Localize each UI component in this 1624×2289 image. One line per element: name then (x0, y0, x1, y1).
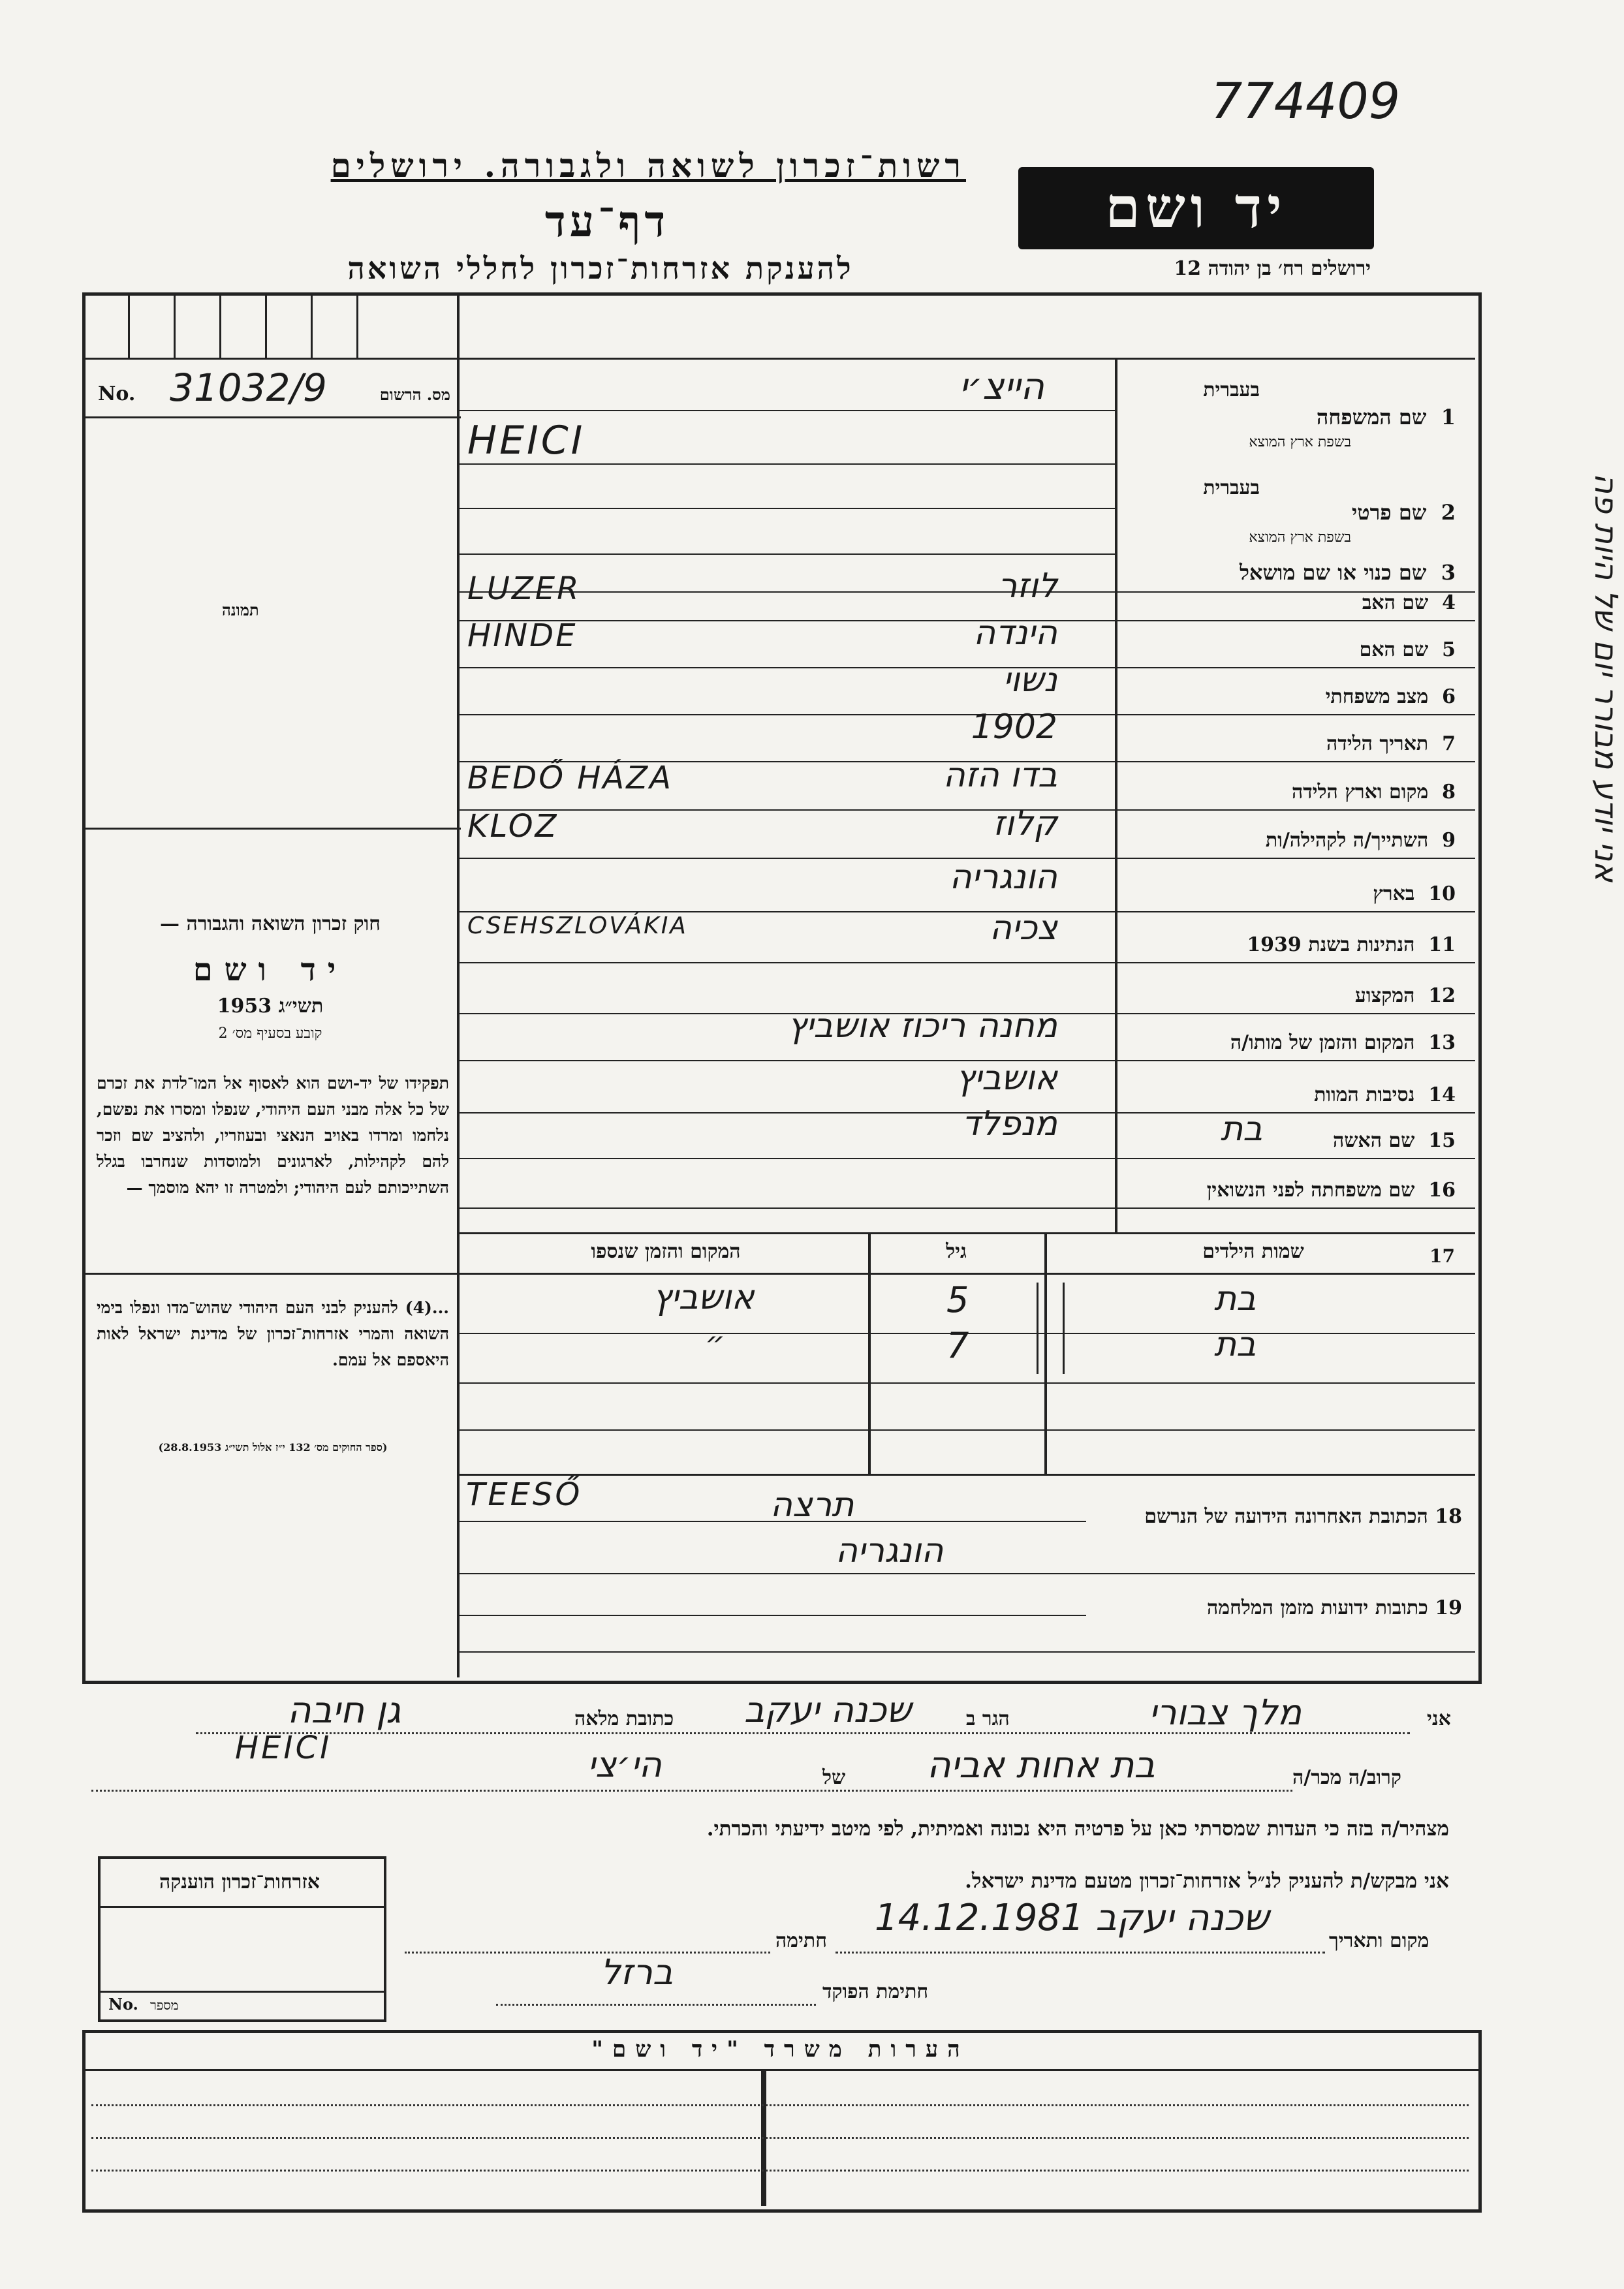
child-2-name[interactable]: בת (1214, 1325, 1257, 1364)
registration-label: מס. הרשום (379, 385, 450, 404)
field-13-label: 13 המקום והזמן של מותו/ה (1230, 1031, 1456, 1054)
field-14-value-he[interactable]: אושביץ (956, 1059, 1057, 1098)
field-3-label: 3 שם כנוי או שם מושאל (1239, 560, 1456, 585)
field-9-value-foreign[interactable]: KLOZ (467, 808, 559, 845)
children-place-header: המקום והזמן שנספו (591, 1240, 741, 1263)
field-10-value-he[interactable]: הונגריה (949, 858, 1057, 897)
field-11-value-he[interactable]: צכיה (990, 909, 1057, 948)
photo-label: תמונה (222, 600, 259, 619)
field-19-label: 19 כתובות ידועות מזמן המלחמה (1207, 1596, 1462, 1619)
children-num: 17 (1429, 1245, 1455, 1267)
office-notes-title: הערות משרד "יד ושם" (591, 2036, 969, 2063)
decl-lives-in: הגר ב (966, 1707, 1010, 1730)
yad-vashem-logo: יד ושם (1018, 167, 1374, 249)
grant-number-label: מספר (150, 1997, 179, 2013)
field-14-label: 14 נסיבות המוות (1314, 1083, 1456, 1106)
form-title: דף־עד (544, 196, 670, 247)
field-15-value-he[interactable]: מנפלד (961, 1104, 1057, 1144)
child-1-name[interactable]: בת (1214, 1279, 1257, 1318)
field-18-label: 18 הכתובת האחרונה הידועה של הנרשם (1144, 1505, 1462, 1528)
decl-name[interactable]: מלך צבורי (1149, 1692, 1302, 1733)
decl-full-address: כתובת מלאה (574, 1707, 674, 1730)
law-text-2: ...(4) להעניק לבני העם היהודי שהוש־מדו ונפלו בימי השואה והמרי אזרחות־זכרון של מדינת ישראל לאות היאספם אל עמם. (97, 1298, 449, 1369)
field-9-value-he[interactable]: קלוז (993, 804, 1057, 843)
decl-address-value[interactable]: גן חיבה (287, 1689, 401, 1732)
children-names-header: שמות הילדים (1202, 1240, 1304, 1263)
children-age-header: גיל (946, 1240, 967, 1263)
grant-no: No. (108, 1995, 138, 2014)
field-8-label: 8 מקום וארץ הלידה (1291, 781, 1456, 803)
decl-affirm: מצהיר/ה בזה כי העדות שמסרתי כאן על פרטיה היא נכונה ואמיתית, לפי מיטב ידיעתי והכרתי. (706, 1817, 1449, 1841)
registration-no-label: No. (98, 382, 136, 405)
child-1-place[interactable]: אושביץ (653, 1278, 755, 1317)
field-1-label: 1 שם המשפחה (1316, 405, 1456, 429)
field-4-value-he[interactable]: לוזר (997, 567, 1057, 606)
field-15-label: 15 שם האשה (1332, 1129, 1456, 1152)
decl-request: אני מבקש/ת להעניק לנ״ל אזרחות־זכרון מטעם מדינת ישראל. (965, 1869, 1449, 1893)
form-subtitle: להענקת אזרחות־זכרון לחללי השואה (347, 251, 854, 286)
field-4-value-foreign[interactable]: LUZER (467, 570, 581, 607)
law-title: חוק זכרון השואה והגבורה — (160, 912, 381, 935)
decl-ani: אני (1427, 1707, 1451, 1730)
field-8-value-he[interactable]: בדו הזה (943, 756, 1057, 795)
decl-relative: קרוב/ה מכר/ה (1292, 1766, 1401, 1789)
field-1-sub-hebrew: בעברית (1203, 379, 1260, 401)
field-2-label: 2 שם פרטי (1351, 500, 1456, 525)
law-year: תשי״ג 1953 (217, 995, 324, 1018)
field-11-label: 11 הנתינות בשנת 1939 (1247, 933, 1456, 956)
child-1-age[interactable]: 5 (946, 1279, 969, 1320)
field-10-label: 10 בארץ (1373, 882, 1456, 905)
grant-title: אזרחות־זכרון הוענקה (159, 1871, 320, 1893)
field-1-value-foreign[interactable]: HEICI (467, 418, 586, 463)
logo-address: ירושלים רח׳ בן יהודה 12 (1174, 257, 1371, 280)
field-13-value-he[interactable]: מחנה ריכוז אושביץ (787, 1006, 1057, 1046)
decl-place-date-label: מקום ותאריך (1329, 1929, 1429, 1952)
field-2-sub-foreign: בשפת ארץ המוצא (1249, 529, 1351, 546)
decl-signature-label: חתימה (775, 1929, 827, 1952)
authority-line: רשות־זכרון לשואה ולגבורה. ירושלים (330, 146, 966, 185)
field-4-label: 4 שם האב (1362, 591, 1456, 614)
decl-of: של (822, 1766, 846, 1789)
decl-officer-label: חתימת הפוקד (822, 1980, 929, 2003)
field-12-label: 12 המקצוע (1354, 984, 1456, 1007)
decl-of-value[interactable]: הי׳צי (587, 1744, 662, 1785)
decl-city[interactable]: שכנה יעקב (744, 1689, 912, 1730)
serial-number: 774409 (1211, 72, 1401, 130)
field-14-extra[interactable]: בת (1221, 1110, 1263, 1149)
field-6-value-he[interactable]: נשוי (1003, 661, 1057, 700)
margin-note: אני יודע מבורר יום של היות פה (1587, 473, 1624, 882)
law-text-1: תפקידו של יד-ושם הוא לאסוף אל המו־לדת את זכרם של כל אלה מבני העם היהודי, שנפלו ומסרו את נפשם, נלחמו ומרדו באויב הנאצי ובעוזריו, ולהציב שם וזכר להם לקהילות, לארגונים ולמוסדות שנחרבו בגלל השתייכותם לעם היהודי; ולמטרה זו יהא מוסמך — (97, 1074, 449, 1197)
field-2-sub-hebrew: בעברית (1203, 476, 1260, 499)
field-7-label: 7 תאריך הלידה (1326, 732, 1456, 755)
field-11-value-foreign[interactable]: CSEHSZLOVÁKIA (467, 912, 688, 939)
field-18-value-he-2[interactable]: הונגריה (835, 1531, 944, 1570)
decl-of-foreign[interactable]: HEICI (235, 1730, 332, 1766)
decl-relation-value[interactable]: בת אחות אביה (927, 1744, 1155, 1786)
field-1-sub-foreign: בשפת ארץ המוצא (1249, 434, 1351, 450)
field-5-value-foreign[interactable]: HINDE (467, 617, 578, 654)
decl-place-date-value[interactable]: שכנה יעקב 14.12.1981 (875, 1897, 1270, 1939)
field-8-value-foreign[interactable]: BEDŐ HÁZA (467, 760, 673, 796)
field-5-label: 5 שם האם (1359, 638, 1456, 661)
law-footnote: (ספר החוקים מס׳ 132 י״ז אלול תשי״ג 28.8.1953) (158, 1441, 388, 1454)
decl-officer-value[interactable]: ברזל (601, 1952, 674, 1993)
registration-value: 31032/9 (170, 366, 327, 410)
child-2-place[interactable]: ״ (705, 1325, 725, 1362)
field-5-value-he[interactable]: הינדה (973, 614, 1057, 653)
field-1-value-he[interactable]: הייצ׳י (959, 366, 1044, 408)
law-name: יד ושם (193, 952, 348, 988)
field-18-value-foreign[interactable]: TEESŐ (466, 1476, 583, 1513)
field-6-label: 6 מצב משפחתי (1325, 685, 1456, 708)
law-clause: קובע בסעיף מס׳ 2 (218, 1025, 322, 1042)
field-18-value-he[interactable]: תרצה (770, 1486, 854, 1525)
field-7-value-he[interactable]: 1902 (971, 708, 1057, 747)
child-2-age[interactable]: 7 (946, 1325, 969, 1366)
field-9-label: 9 השתייך/ה לקהילה/ות (1265, 829, 1456, 852)
field-16-label: 16 שם משפחתה לפני הנשואין (1206, 1179, 1456, 1202)
registration-number[interactable] (91, 366, 457, 411)
